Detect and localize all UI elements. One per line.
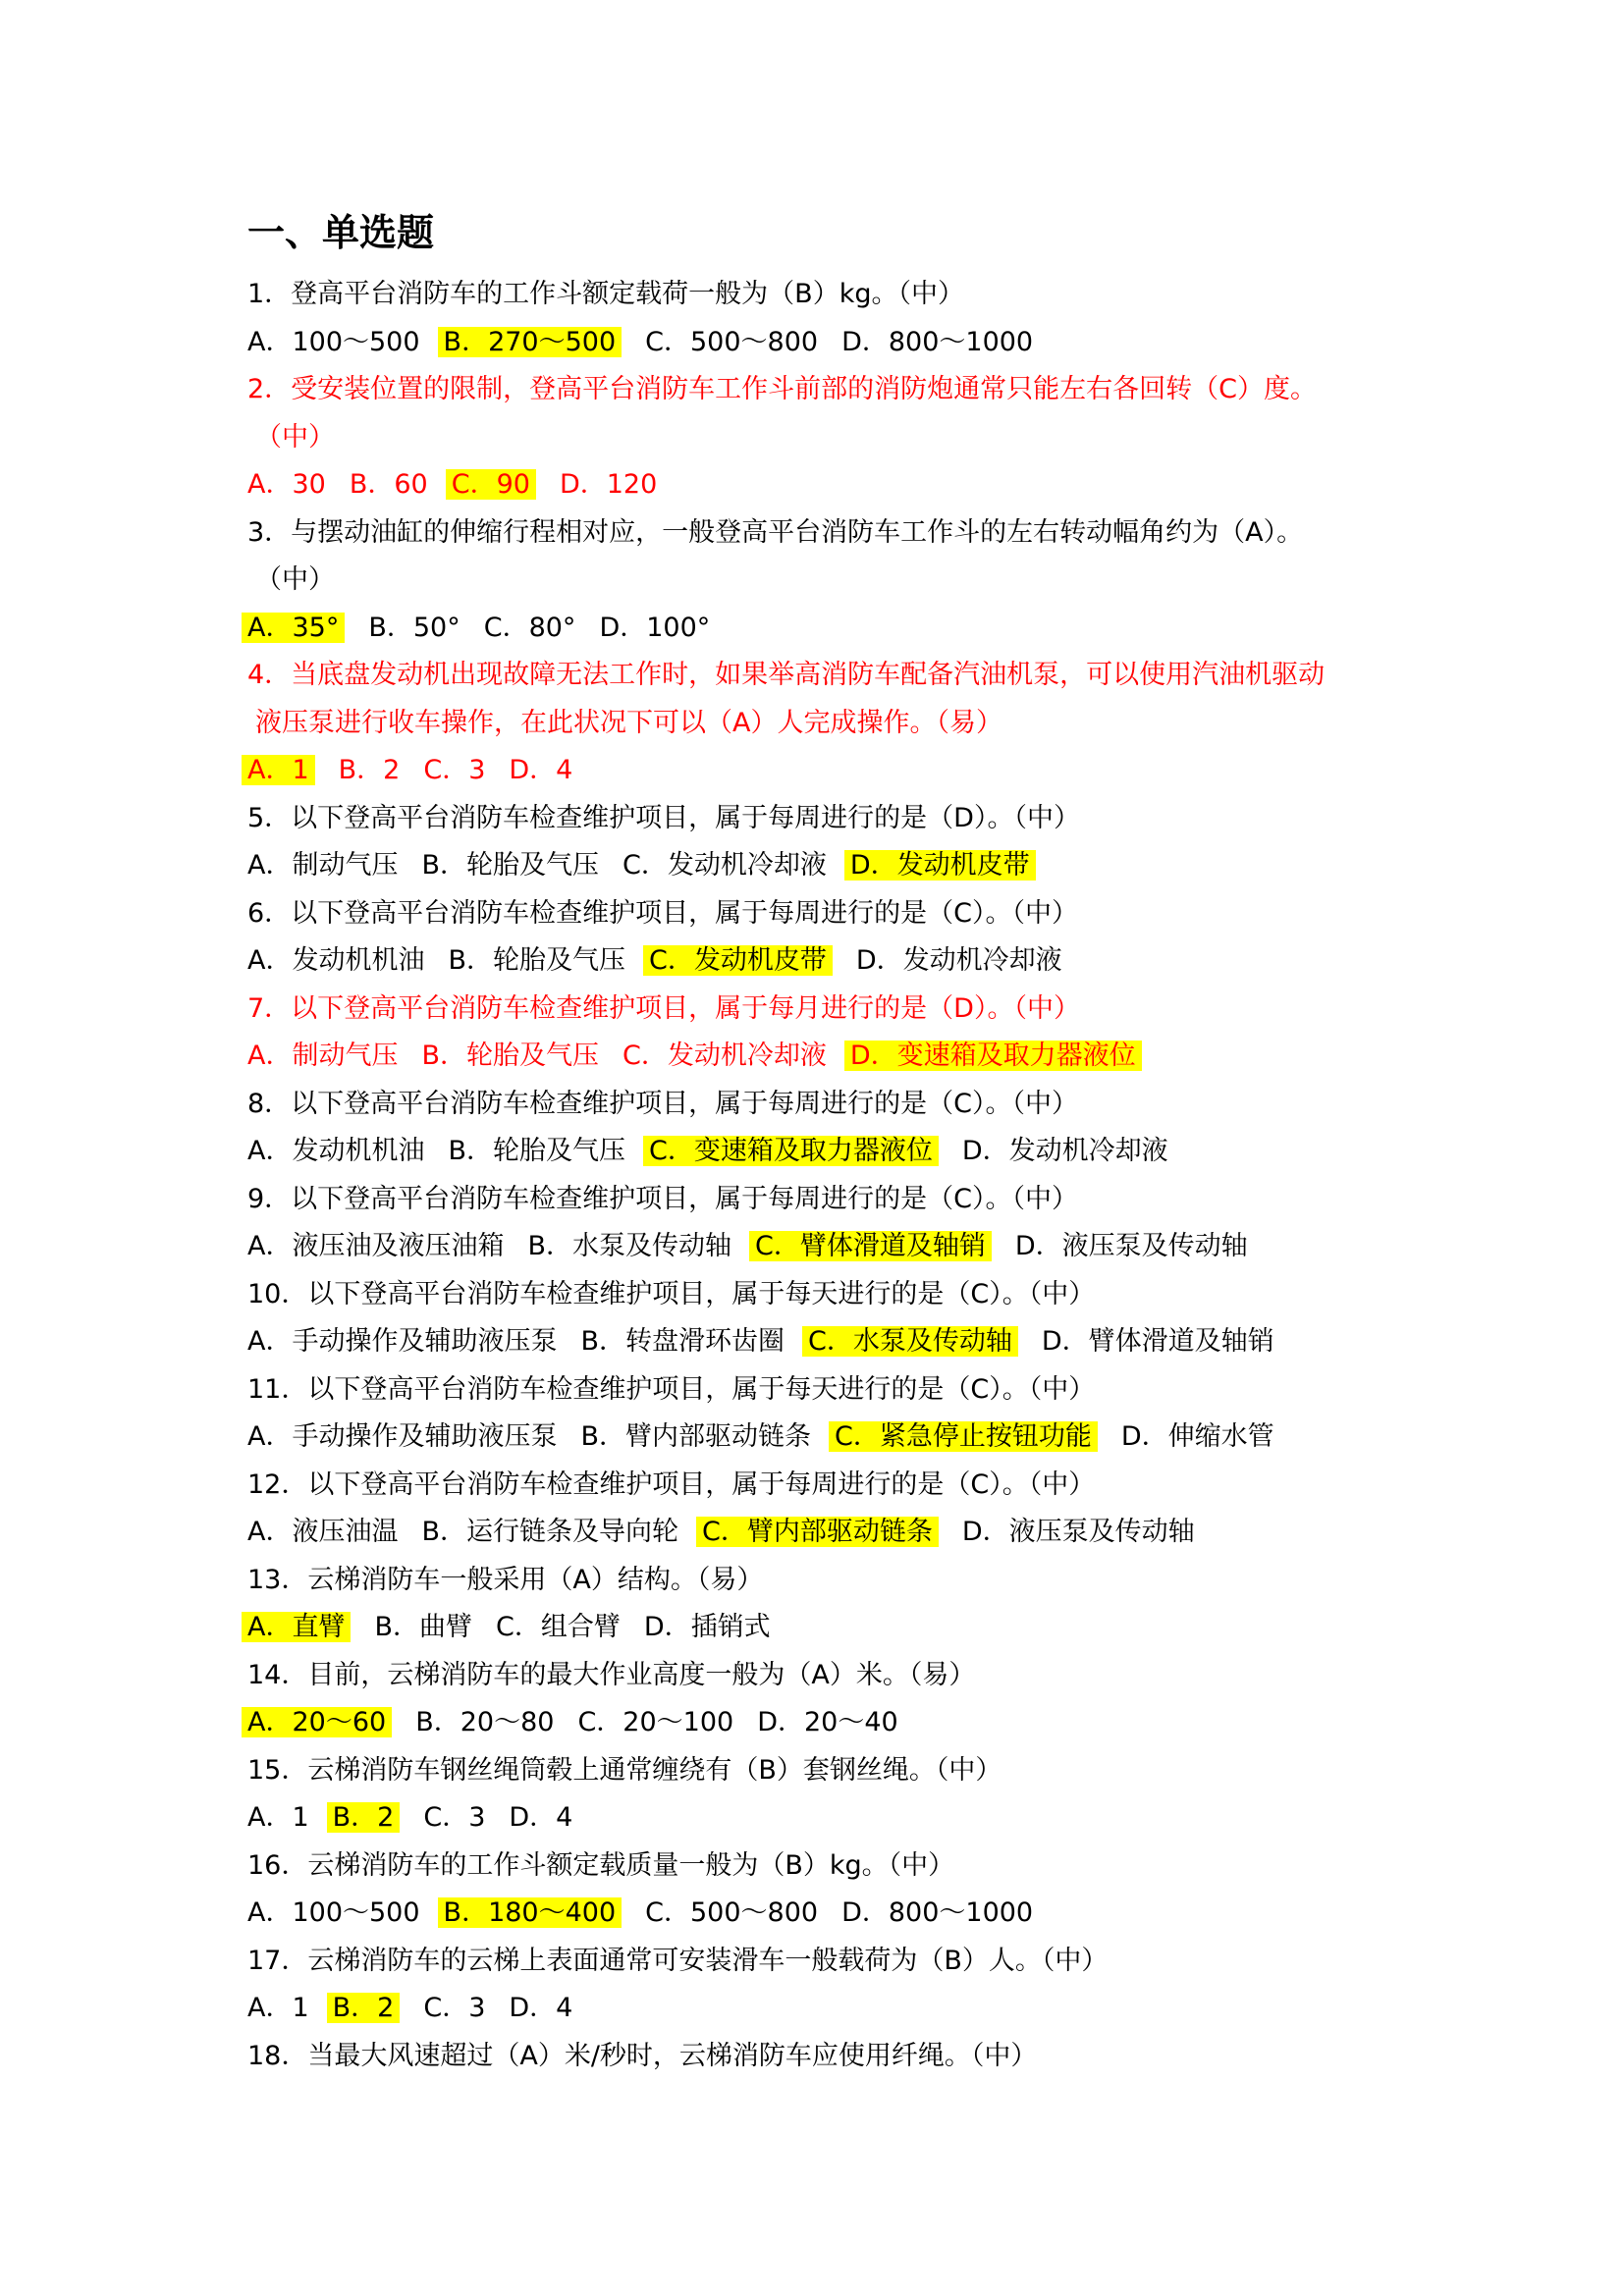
answer-option: C．变速箱及取力器液位	[643, 1136, 939, 1166]
question-item	[247, 1176, 1406, 1271]
option: D．臂体滑道及轴销	[1041, 1326, 1274, 1357]
option: D．4	[509, 1802, 573, 1833]
option: A．1	[247, 1802, 309, 1833]
option: C．3	[423, 1993, 486, 2023]
option-row	[247, 319, 1406, 367]
option-row	[247, 937, 1406, 986]
option-row	[247, 461, 1406, 509]
question-item	[247, 652, 1406, 795]
answer-option: C．臂内部驱动链条	[696, 1517, 939, 1547]
answer-option: A．1	[242, 755, 315, 785]
option-row	[247, 1223, 1406, 1271]
question-text: 6．以下登高平台消防车检查维护项目，属于每周进行的是（C）。（中）	[247, 897, 1079, 929]
option: A．30	[247, 469, 326, 500]
option: D．4	[509, 755, 573, 785]
option-row	[247, 605, 1406, 653]
answer-option: C．紧急停止按钮功能	[829, 1421, 1098, 1452]
option-row	[247, 1128, 1406, 1176]
option: B．轮胎及气压	[448, 945, 626, 976]
question-text: （中）	[255, 421, 335, 453]
question-item	[247, 1747, 1406, 1842]
option: D．伸缩水管	[1120, 1421, 1274, 1452]
question-list	[247, 271, 1406, 2080]
question-item	[247, 890, 1406, 986]
option: A．手动操作及辅助液压泵	[247, 1326, 558, 1357]
question-item	[247, 1557, 1406, 1652]
question-text: 18．当最大风速超过（A）米/秒时，云梯消防车应使用纤绳。（中）	[247, 2040, 1038, 2071]
answer-option: C．发动机皮带	[643, 945, 833, 976]
option: B．轮胎及气压	[421, 1041, 600, 1071]
option: B．转盘滑环齿圈	[580, 1326, 785, 1357]
option: B．20～80	[415, 1707, 555, 1737]
answer-option: C．水泵及传动轴	[802, 1326, 1018, 1357]
option: A．100～500	[247, 1897, 420, 1928]
option-row	[247, 1604, 1406, 1652]
option-row	[247, 1033, 1406, 1081]
answer-option: C．臂体滑道及轴销	[749, 1231, 992, 1261]
option: B．轮胎及气压	[421, 850, 600, 881]
question-text: 10．以下登高平台消防车检查维护项目，属于每天进行的是（C）。（中）	[247, 1278, 1096, 1309]
option: C．组合臂	[496, 1612, 621, 1642]
answer-option: D．发动机皮带	[844, 850, 1036, 881]
option: B．2	[338, 755, 401, 785]
question-text: 7．以下登高平台消防车检查维护项目，属于每月进行的是（D）。（中）	[247, 992, 1080, 1024]
answer-option: C．90	[446, 469, 536, 500]
option: A．制动气压	[247, 1041, 399, 1071]
option: C．20～100	[577, 1707, 734, 1737]
option: C．500～800	[645, 326, 819, 357]
answer-option: B．270～500	[438, 327, 623, 357]
option: B．曲臂	[374, 1612, 473, 1642]
option: A．发动机机油	[247, 1136, 425, 1166]
option: D．120	[559, 469, 658, 500]
question-text: 5．以下登高平台消防车检查维护项目，属于每周进行的是（D）。（中）	[247, 802, 1080, 833]
option-row	[247, 1509, 1406, 1557]
option: D．20～40	[757, 1707, 898, 1737]
question-text: 14．目前，云梯消防车的最大作业高度一般为（A）米。（易）	[247, 1659, 976, 1690]
option: A．发动机机油	[247, 945, 425, 976]
option: D．液压泵及传动轴	[1014, 1231, 1248, 1261]
option: B．50°	[368, 612, 460, 643]
question-text: 液压泵进行收车操作，在此状况下可以（A）人完成操作。（易）	[255, 707, 1002, 738]
question-text: 2．受安装位置的限制，登高平台消防车工作斗前部的消防炮通常只能左右各回转（C）度。	[247, 374, 1318, 404]
option: C．3	[423, 755, 486, 785]
option: A．制动气压	[247, 850, 399, 881]
answer-option: A．20～60	[242, 1707, 392, 1737]
answer-option: B．2	[327, 1993, 401, 2023]
question-item	[247, 1271, 1406, 1366]
question-item	[247, 795, 1406, 890]
question-text: 15．云梯消防车钢丝绳筒毂上通常缠绕有（B）套钢丝绳。（中）	[247, 1754, 1002, 1786]
option: B．水泵及传动轴	[527, 1231, 732, 1261]
option: D．液压泵及传动轴	[961, 1517, 1195, 1547]
answer-option: A．直臂	[242, 1612, 351, 1642]
question-text: （中）	[255, 564, 335, 595]
answer-option: B．2	[327, 1802, 401, 1833]
question-text: 11．以下登高平台消防车检查维护项目，属于每天进行的是（C）。（中）	[247, 1373, 1096, 1405]
question-text: 1．登高平台消防车的工作斗额定载荷一般为（B）kg。（中）	[247, 279, 964, 309]
option: C．3	[423, 1802, 486, 1833]
option: A．1	[247, 1993, 309, 2023]
option: A．液压油及液压油箱	[247, 1231, 505, 1261]
option-row	[247, 1985, 1406, 2033]
question-text: 8．以下登高平台消防车检查维护项目，属于每周进行的是（C）。（中）	[247, 1088, 1079, 1119]
option: D．发动机冷却液	[855, 945, 1062, 976]
option: D．发动机冷却液	[961, 1136, 1168, 1166]
question-item	[247, 1938, 1406, 2033]
section-heading: 一、单选题	[247, 211, 435, 254]
option-row	[247, 1318, 1406, 1366]
option: B．运行链条及导向轮	[421, 1517, 679, 1547]
option: D．800～1000	[841, 326, 1034, 357]
question-text: 16．云梯消防车的工作斗额定载质量一般为（B）kg。（中）	[247, 1849, 955, 1881]
question-text: 17．云梯消防车的云梯上表面通常可安装滑车一般载荷为（B）人。（中）	[247, 1945, 1109, 1976]
option: A．手动操作及辅助液压泵	[247, 1421, 558, 1452]
question-text: 3．与摆动油缸的伸缩行程相对应，一般登高平台消防车工作斗的左右转动幅角约为（A）。	[247, 516, 1304, 548]
question-item	[247, 1652, 1406, 1747]
question-item	[247, 271, 1406, 366]
option: C．500～800	[645, 1897, 819, 1928]
option-row	[247, 1699, 1406, 1747]
option-row	[247, 747, 1406, 795]
question-item	[247, 986, 1406, 1081]
option: A．100～500	[247, 326, 420, 357]
question-item	[247, 1081, 1406, 1176]
option: C．发动机冷却液	[623, 850, 827, 881]
question-item	[247, 1366, 1406, 1462]
option: D．100°	[599, 612, 711, 643]
question-item	[247, 1842, 1406, 1938]
answer-option: D．变速箱及取力器液位	[844, 1041, 1142, 1071]
answer-option: A．35°	[242, 613, 345, 643]
question-item	[247, 509, 1406, 653]
question-text: 12．以下登高平台消防车检查维护项目，属于每周进行的是（C）。（中）	[247, 1468, 1096, 1500]
option-row	[247, 842, 1406, 890]
option-row	[247, 1414, 1406, 1462]
answer-option: B．180～400	[438, 1897, 623, 1928]
option: C．80°	[483, 612, 576, 643]
question-text: 4．当底盘发动机出现故障无法工作时，如果举高消防车配备汽油机泵，可以使用汽油机驱动	[247, 660, 1326, 690]
option: D．插销式	[643, 1612, 771, 1642]
option: D．4	[509, 1993, 573, 2023]
question-item	[247, 1462, 1406, 1557]
question-item	[247, 366, 1406, 509]
question-text: 13．云梯消防车一般采用（A）结构。（易）	[247, 1564, 764, 1595]
option-row	[247, 1794, 1406, 1842]
option-row	[247, 1890, 1406, 1938]
option: D．800～1000	[841, 1897, 1034, 1928]
option: B．60	[349, 469, 428, 500]
option: A．液压油温	[247, 1517, 399, 1547]
question-item	[247, 2033, 1406, 2081]
option: B．臂内部驱动链条	[580, 1421, 812, 1452]
option: C．发动机冷却液	[623, 1041, 827, 1071]
option: B．轮胎及气压	[448, 1136, 626, 1166]
question-text: 9．以下登高平台消防车检查维护项目，属于每周进行的是（C）。（中）	[247, 1183, 1079, 1214]
